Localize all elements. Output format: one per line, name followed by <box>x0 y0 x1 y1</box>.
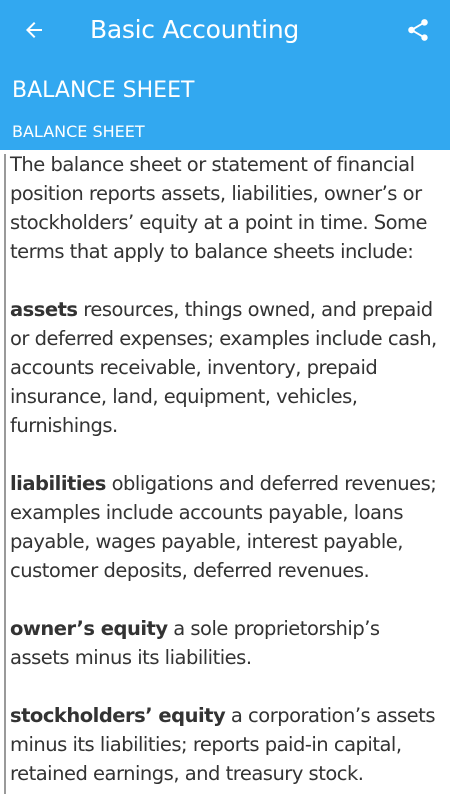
arrow-left-icon <box>22 18 46 42</box>
back-button[interactable] <box>14 12 54 48</box>
section-subtitle: BALANCE SHEET <box>12 122 145 141</box>
term-label: owner’s equity <box>10 617 168 640</box>
scrollbar[interactable] <box>4 154 6 794</box>
term-definition: resources, things owned, and prepaid or deferred expenses; examples include cash, accounts receivable, inventory, prepaid insurance, land, equipment, vehicles, furnishings. <box>10 298 437 437</box>
term-label: liabilities <box>10 472 106 495</box>
term-paragraph-liabilities <box>10 469 442 585</box>
section-title: BALANCE SHEET <box>12 78 195 103</box>
article-text <box>10 150 442 800</box>
term-definition: a sole proprietorship’s assets minus its liabilities. <box>10 617 380 669</box>
section-header <box>0 62 450 150</box>
intro-paragraph: The balance sheet or statement of financial position reports assets, liabilities, owner’s or stockholders’ equity at a point in time. Some terms that apply to balance sheets include: <box>10 153 428 263</box>
term-definition: a corporation’s assets minus its liabilities; reports paid-in capital, retained earnings, and treasury stock. <box>10 704 435 785</box>
term-definition: obligations and deferred revenues; examples include accounts payable, loans payable, wages payable, interest payable, customer deposits, deferred revenues. <box>10 472 437 582</box>
content-area[interactable] <box>0 150 450 800</box>
term-paragraph-owners-equity <box>10 614 442 672</box>
term-label: assets <box>10 298 78 321</box>
term-paragraph-assets <box>10 295 442 440</box>
app-bar <box>0 0 450 62</box>
term-paragraph-stockholders-equity <box>10 701 442 788</box>
term-label: stockholders’ equity <box>10 704 226 727</box>
share-icon <box>405 17 431 43</box>
app-title: Basic Accounting <box>90 15 299 44</box>
share-button[interactable] <box>398 10 438 50</box>
